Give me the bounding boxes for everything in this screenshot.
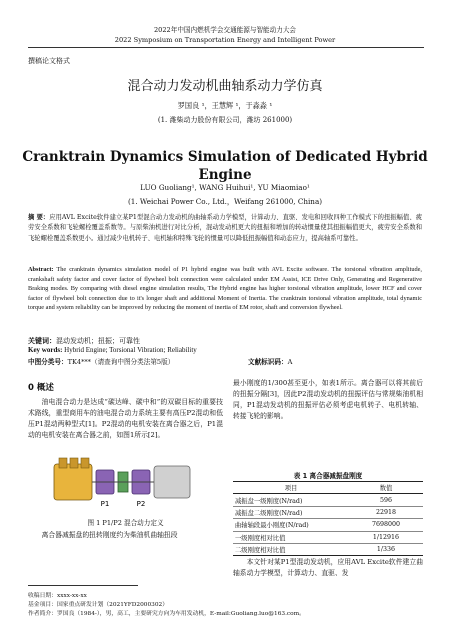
gearbox [154,466,190,498]
docid-value: A [287,358,293,366]
table-cell: 二级刚度相对比值 [233,543,349,555]
affiliation-cn: (1. 潍柴动力股份有限公司，潍坊 261000) [157,116,293,124]
table-cell: 596 [349,494,423,506]
keywords-cn [28,336,140,346]
engine-cylinder [59,458,67,468]
conference-header-en: 2022 Symposium on Transportation Energy and Intelligent Power [114,36,336,44]
authors-cn: 罗国良 ¹，王慧辉 ¹，于淼淼 ¹ [177,101,273,110]
title-en-line1: Cranktrain Dynamics Simulation of Dedicated Hybrid [22,149,428,165]
table-row [233,543,423,555]
footnote-rule [28,585,138,586]
abstract-en-text: The cranktrain dynamics simulation model of P1 hybrid engine was built with AVL Excite software. The torsional vibration amplitude, crankshaft safety factor and cover factor of flywheel bolt connection were calculated under EM Assist, ICE Drive Only, Generating and Regenerative Braking modes. By comparing with diesel engine simulation results, The Hybrid engine has higher torsional vibration amplitude, lower HCF and cover factor of flywheel bolt connection due to it's longer shaft and additional Moment of Inertia. The cranktrain torsional vibration amplitude, total dynamic torque and system reliability can be improved by reducing the moment of inertia of EM rotor, shaft and conversion flywheel. [28,266,422,312]
document-id [248,356,292,366]
abstract-cn [28,213,422,244]
table-row [233,519,423,531]
engine-block [54,464,92,500]
title-en [0,148,450,184]
footnote-received: 收稿日期：xxxx-xx-xx [28,593,87,599]
keywords-en [28,346,197,354]
authors-en: LUO Guoliang¹, WANG Huihui¹, YU Miaomiao¹ [140,183,310,192]
table-cell: 22918 [349,506,423,518]
intro-paragraph-1: 油电混合动力是达成“碳达峰、碳中和”的双碳目标的重要技术路线，重型商用车的油电混合动力系统主要有高压P2混动和低压P1混动两种型式[1]。P2混动的电机安装在离合器之后，P1混动的电机安装在离合器之前，如图1所示[2]。 [28,398,223,439]
keywords-en-label: Key words: [28,346,63,354]
engine-cylinder [81,458,89,468]
table-cell: 1/336 [349,543,423,555]
title-en-line2: Engine [198,167,252,183]
classification-row [28,356,422,366]
table-row [233,531,423,543]
figure-1-caption: 图 1 P1/P2 混合动力定义 [87,519,164,527]
figure-1-diagram [50,452,200,512]
docid-label: 文献标识码： [248,358,288,366]
table-row [233,506,423,518]
table-header-item: 项目 [233,482,349,494]
classification-label: 中图分类号： [28,358,68,366]
header-rule [28,47,424,48]
keywords-cn-text: 混动发动机；扭振；可靠性 [56,337,140,345]
table-row [233,494,423,506]
keywords-en-text: Hybrid Engine; Torsional Vibration; Reliability [64,346,197,354]
conference-header-cn: 2022年中国内燃机学会交通能源与智能动力大会 [153,26,297,34]
table-header-row [233,482,423,494]
abstract-cn-label: 摘 要： [28,214,50,221]
keywords-cn-label: 关键词： [28,336,56,345]
table-1-title: 表 1 离合器减振盘刚度 [293,472,363,480]
footnote-author: 作者简介：罗国良（1984-），男，高工，主要研究方向为车用发动机，E-mail:Guoliang.luo@163.com。 [28,611,305,617]
intro-paragraph-3: 本文针对某P1型混动发动机，应用AVL Excite软件建立曲轴系动力学模型，计算动力、直驱、发 [233,558,423,577]
table-cell: 一级刚度相对比值 [233,531,349,543]
title-cn: 混合动力发动机曲轴系动力学仿真 [127,79,323,94]
table-cell: 7698000 [349,519,423,531]
abstract-en-label: Abstract: [28,266,54,273]
p1-label: P1 [100,500,110,508]
classification-value: TK4***（请查询中图分类法第5版） [67,358,175,366]
table-cell: 曲轴轴段最小刚度(N/rad) [233,519,349,531]
footnote-fund: 基金项目：国家重点研发计划（2021YFD2000302） [28,602,169,608]
table-cell: 1/12916 [349,531,423,543]
abstract-en [28,265,422,313]
affiliation-en: (1. Weichai Power Co., Ltd.，Weifang 261000, China) [127,197,323,206]
paper-category: 撰稿论文格式 [28,57,70,65]
table-cell: 减振盘二级刚度(N/rad) [233,506,349,518]
section-heading: 0 概述 [28,383,54,393]
intro-paragraph-continued: 最小刚度的1/300甚至更小，如表1所示。离合器可以将其前后的扭振分隔[3]，因此P2混动发动机的扭振评估与常规柴油机相同，P1混动发动机的扭振评估必须考虑电机转子、电机转轴、转接飞轮的影响。 [233,379,423,420]
table-header-value: 数值 [349,482,423,494]
abstract-cn-text: 应用AVL Excite软件建立某P1型混合动力发动机的曲轴系动力学模型，计算动力、直驱、发电和回收四种工作模式下的扭振幅值、疲劳安全系数和飞轮螺栓覆盖系数等。与原柴油机进行对比分析，混动发动机更大的扭振和增加的转动惯量使其扭振幅值更大，疲劳安全系数和飞轮螺栓覆盖系数更小。通过减少电机转子、电机轴和特殊飞轮的惯量可以降低扭振幅值和动态应力，提高轴系可靠性。 [28,214,422,242]
table-cell: 减振盘一级刚度(N/rad) [233,494,349,506]
intro-paragraph-2: 离合器减振盘的扭转刚度约为柴油机曲轴扭段 [41,531,178,539]
table-1 [233,481,423,556]
p2-label: P2 [136,500,146,508]
engine-cylinder [70,458,78,468]
